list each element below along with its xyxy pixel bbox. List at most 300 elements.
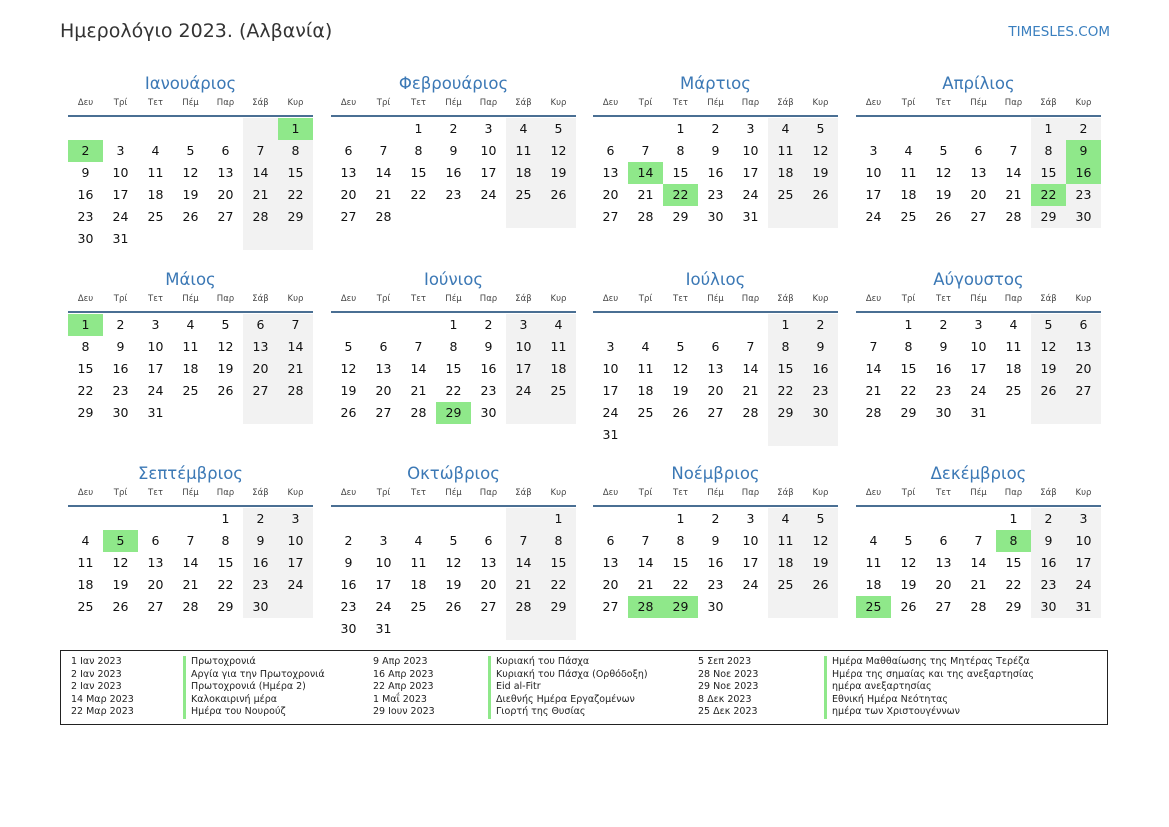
day-cell: 7 <box>1009 143 1018 158</box>
empty-day-cell <box>541 402 576 424</box>
day-cell: 27 <box>1066 380 1101 402</box>
weekday-label: Κυρ <box>287 488 304 498</box>
day-cell: 22 <box>768 380 803 402</box>
day-cell: 5 <box>803 118 838 140</box>
day-cell: 12 <box>541 140 576 162</box>
day-cell: 19 <box>217 361 234 376</box>
day-cell: 4 <box>541 314 576 336</box>
day-cell: 12 <box>935 165 952 180</box>
empty-day-cell <box>471 508 506 530</box>
month-block <box>331 269 576 424</box>
day-cell: 29 <box>278 206 313 228</box>
weekday-label: Τρί <box>113 98 128 108</box>
day-cell: 4 <box>506 118 541 140</box>
day-cell: 25 <box>506 184 541 206</box>
day-cell: 3 <box>606 339 615 354</box>
day-cell: 2 <box>711 121 720 136</box>
empty-day-cell <box>401 618 436 640</box>
day-cell: 7 <box>641 533 650 548</box>
legend-date: 14 Μαρ 2023 <box>71 693 134 705</box>
day-cell: 26 <box>112 599 129 614</box>
day-cell: 11 <box>900 165 917 180</box>
day-cell: 24 <box>112 209 129 224</box>
day-cell: 7 <box>243 140 278 162</box>
weekday-label: Δευ <box>340 98 357 108</box>
day-cell: 15 <box>410 165 427 180</box>
day-cell: 18 <box>410 577 427 592</box>
day-cell: 13 <box>602 555 619 570</box>
day-cell: 27 <box>147 599 164 614</box>
weekday-label: Δευ <box>865 488 882 498</box>
day-cell: 12 <box>182 165 199 180</box>
month-grid <box>68 291 313 424</box>
empty-day-cell <box>506 402 541 424</box>
day-cell: 10 <box>742 143 759 158</box>
month-name: Νοέμβριος <box>671 464 760 483</box>
month-name: Μάιος <box>165 270 216 289</box>
day-cell: 27 <box>707 405 724 420</box>
day-cell: 4 <box>186 317 195 332</box>
day-cell: 6 <box>151 533 160 548</box>
weekday-label: Παρ <box>479 294 498 304</box>
day-cell: 1 <box>676 511 685 526</box>
weekday-label: Παρ <box>741 488 760 498</box>
legend-holiday-name: Διεθνής Ημέρα Εργαζομένων <box>488 694 635 707</box>
day-cell: 18 <box>147 187 164 202</box>
day-cell: 19 <box>340 383 357 398</box>
day-cell: 3 <box>151 317 160 332</box>
day-cell: 1 <box>768 314 803 336</box>
day-cell: 14 <box>243 162 278 184</box>
day-cell: 2 <box>116 317 125 332</box>
day-cell: 9 <box>711 533 720 548</box>
legend-holiday-name: ημέρα των Χριστουγέννων <box>824 706 960 719</box>
day-cell: 9 <box>1031 530 1066 552</box>
empty-day-cell <box>138 508 173 530</box>
weekday-label: Τετ <box>936 98 951 108</box>
empty-day-cell <box>68 508 103 530</box>
month-name: Δεκέμβριος <box>930 464 1027 483</box>
legend-date: 2 Ιαν 2023 <box>71 681 122 693</box>
holiday-day-cell: 1 <box>278 118 313 140</box>
holiday-day-cell: 14 <box>628 162 663 184</box>
day-cell: 28 <box>375 209 392 224</box>
day-cell: 30 <box>707 209 724 224</box>
empty-day-cell <box>208 402 243 424</box>
day-cell: 23 <box>243 574 278 596</box>
day-cell: 8 <box>221 533 230 548</box>
page-title: Ημερολόγιο 2023. (Αλβανία) <box>60 20 333 42</box>
weekday-label: Παρ <box>741 98 760 108</box>
day-cell: 10 <box>112 165 129 180</box>
day-cell: 4 <box>1009 317 1018 332</box>
day-cell: 19 <box>803 162 838 184</box>
day-cell: 26 <box>672 405 689 420</box>
weekday-label: Τρί <box>376 98 391 108</box>
day-cell: 16 <box>480 361 497 376</box>
legend-holiday-name: ημέρα ανεξαρτησίας <box>824 681 932 694</box>
legend-holiday-name: Ημέρα του Νουρούζ <box>183 706 286 719</box>
day-cell: 10 <box>506 336 541 358</box>
day-cell: 24 <box>506 380 541 402</box>
day-cell: 18 <box>182 361 199 376</box>
day-cell: 15 <box>217 555 234 570</box>
legend-date: 25 Δεκ 2023 <box>698 706 758 718</box>
day-cell: 13 <box>340 165 357 180</box>
empty-day-cell <box>331 508 366 530</box>
weekday-label: Τρί <box>113 488 128 498</box>
day-cell: 23 <box>112 383 129 398</box>
weekday-label: Παρ <box>479 98 498 108</box>
day-cell: 13 <box>602 165 619 180</box>
day-cell: 11 <box>410 555 427 570</box>
day-cell: 22 <box>77 383 94 398</box>
day-cell: 31 <box>742 209 759 224</box>
header-rule <box>856 505 1101 507</box>
day-cell: 19 <box>182 187 199 202</box>
day-cell: 28 <box>865 405 882 420</box>
day-cell: 30 <box>1066 206 1101 228</box>
holiday-day-cell: 5 <box>103 530 138 552</box>
day-cell: 14 <box>375 165 392 180</box>
day-cell: 28 <box>1005 209 1022 224</box>
day-cell: 21 <box>375 187 392 202</box>
weekday-label: Κυρ <box>812 488 829 498</box>
empty-day-cell <box>856 118 891 140</box>
month-name: Φεβρουάριος <box>398 74 509 93</box>
day-cell: 11 <box>147 165 164 180</box>
day-cell: 22 <box>410 187 427 202</box>
day-cell: 21 <box>865 383 882 398</box>
weekday-label: Σάβ <box>252 98 269 108</box>
day-cell: 14 <box>506 552 541 574</box>
day-cell: 5 <box>904 533 913 548</box>
day-cell: 22 <box>1005 577 1022 592</box>
day-cell: 21 <box>410 383 427 398</box>
weekday-label: Τρί <box>638 488 653 498</box>
day-cell: 19 <box>112 577 129 592</box>
day-cell: 3 <box>278 508 313 530</box>
weekday-label: Τρί <box>901 98 916 108</box>
day-cell: 9 <box>711 143 720 158</box>
weekday-label: Τετ <box>148 294 163 304</box>
weekday-label: Δευ <box>77 488 94 498</box>
weekday-label: Πέμ <box>970 294 987 304</box>
day-cell: 24 <box>865 209 882 224</box>
weekday-label: Δευ <box>602 488 619 498</box>
weekday-label: Σάβ <box>515 294 532 304</box>
day-cell: 10 <box>970 339 987 354</box>
day-cell: 15 <box>672 165 689 180</box>
day-cell: 23 <box>1031 574 1066 596</box>
day-cell: 23 <box>707 577 724 592</box>
day-cell: 1 <box>1009 511 1018 526</box>
day-cell: 30 <box>707 599 724 614</box>
day-cell: 25 <box>900 209 917 224</box>
day-cell: 8 <box>768 336 803 358</box>
day-cell: 8 <box>541 530 576 552</box>
empty-day-cell <box>961 508 996 530</box>
legend-holiday-name: Eid al-Fitr <box>488 681 541 694</box>
day-cell: 15 <box>445 361 462 376</box>
day-cell: 10 <box>375 555 392 570</box>
weekday-label: Σάβ <box>1040 98 1057 108</box>
legend-date: 22 Μαρ 2023 <box>71 706 134 718</box>
day-cell: 12 <box>900 555 917 570</box>
day-cell: 31 <box>147 405 164 420</box>
day-cell: 1 <box>221 511 230 526</box>
day-cell: 8 <box>278 140 313 162</box>
day-cell: 27 <box>935 599 952 614</box>
day-cell: 23 <box>445 187 462 202</box>
empty-day-cell <box>891 508 926 530</box>
empty-day-cell <box>803 596 838 618</box>
day-cell: 3 <box>746 511 755 526</box>
empty-day-cell <box>768 424 803 446</box>
day-cell: 29 <box>672 209 689 224</box>
day-cell: 9 <box>449 143 458 158</box>
day-cell: 13 <box>243 336 278 358</box>
empty-day-cell <box>506 618 541 640</box>
weekday-label: Τετ <box>411 98 426 108</box>
day-cell: 3 <box>379 533 388 548</box>
header-rule <box>593 311 838 313</box>
day-cell: 5 <box>676 339 685 354</box>
empty-day-cell <box>103 118 138 140</box>
day-cell: 4 <box>869 533 878 548</box>
day-cell: 23 <box>77 209 94 224</box>
holiday-day-cell: 25 <box>856 596 891 618</box>
day-cell: 16 <box>243 552 278 574</box>
day-cell: 4 <box>768 118 803 140</box>
legend-date: 29 Νοε 2023 <box>698 681 759 693</box>
day-cell: 5 <box>1031 314 1066 336</box>
weekday-label: Τετ <box>673 98 688 108</box>
day-cell: 3 <box>1066 508 1101 530</box>
day-cell: 15 <box>278 162 313 184</box>
weekday-label: Τετ <box>936 488 951 498</box>
day-cell: 14 <box>970 555 987 570</box>
day-cell: 24 <box>742 187 759 202</box>
day-cell: 1 <box>904 317 913 332</box>
legend-holiday-name: Καλοκαιρινή μέρα <box>183 694 277 707</box>
day-cell: 2 <box>803 314 838 336</box>
month-block <box>68 269 313 424</box>
day-cell: 20 <box>147 577 164 592</box>
weekday-label: Παρ <box>216 294 235 304</box>
empty-day-cell <box>331 314 366 336</box>
day-cell: 9 <box>116 339 125 354</box>
day-cell: 27 <box>480 599 497 614</box>
day-cell: 17 <box>970 361 987 376</box>
day-cell: 16 <box>935 361 952 376</box>
day-cell: 31 <box>1066 596 1101 618</box>
day-cell: 2 <box>344 533 353 548</box>
legend-date: 1 Ιαν 2023 <box>71 656 122 667</box>
weekday-label: Σάβ <box>515 98 532 108</box>
empty-day-cell <box>506 206 541 228</box>
empty-day-cell <box>628 314 663 336</box>
day-cell: 20 <box>375 383 392 398</box>
empty-day-cell <box>698 424 733 446</box>
legend-holiday-name: Εθνική Ημέρα Νεότητας <box>824 694 948 707</box>
day-cell: 4 <box>768 508 803 530</box>
day-cell: 30 <box>112 405 129 420</box>
day-cell: 22 <box>900 383 917 398</box>
header-rule <box>68 115 313 117</box>
day-cell: 3 <box>869 143 878 158</box>
day-cell: 10 <box>147 339 164 354</box>
day-cell: 14 <box>182 555 199 570</box>
month-grid <box>331 291 576 424</box>
day-cell: 7 <box>974 533 983 548</box>
day-cell: 25 <box>637 405 654 420</box>
header-rule <box>68 311 313 313</box>
day-cell: 22 <box>217 577 234 592</box>
day-cell: 1 <box>676 121 685 136</box>
month-block <box>856 73 1101 228</box>
weekday-label: Δευ <box>865 294 882 304</box>
day-cell: 28 <box>506 596 541 618</box>
empty-day-cell <box>331 118 366 140</box>
weekday-label: Δευ <box>77 98 94 108</box>
day-cell: 21 <box>742 383 759 398</box>
day-cell: 4 <box>414 533 423 548</box>
empty-day-cell <box>68 118 103 140</box>
day-cell: 27 <box>602 599 619 614</box>
weekday-label: Πέμ <box>445 294 462 304</box>
day-cell: 20 <box>970 187 987 202</box>
day-cell: 18 <box>506 162 541 184</box>
day-cell: 12 <box>803 530 838 552</box>
weekday-label: Παρ <box>216 488 235 498</box>
day-cell: 14 <box>865 361 882 376</box>
day-cell: 10 <box>480 143 497 158</box>
month-grid <box>856 485 1101 618</box>
day-cell: 11 <box>768 530 803 552</box>
legend-date: 5 Σεπ 2023 <box>698 656 752 667</box>
day-cell: 29 <box>768 402 803 424</box>
weekday-label: Σάβ <box>1040 488 1057 498</box>
holiday-day-cell: 29 <box>436 402 471 424</box>
empty-day-cell <box>138 118 173 140</box>
legend-date: 2 Ιαν 2023 <box>71 668 122 680</box>
day-cell: 19 <box>445 577 462 592</box>
weekday-label: Δευ <box>340 488 357 498</box>
day-cell: 5 <box>344 339 353 354</box>
day-cell: 5 <box>221 317 230 332</box>
day-cell: 26 <box>803 184 838 206</box>
month-block <box>68 463 313 618</box>
day-cell: 7 <box>278 314 313 336</box>
day-cell: 27 <box>340 209 357 224</box>
day-cell: 27 <box>375 405 392 420</box>
month-block <box>856 269 1101 424</box>
day-cell: 17 <box>147 361 164 376</box>
holiday-day-cell: 28 <box>628 596 663 618</box>
day-cell: 30 <box>340 621 357 636</box>
day-cell: 16 <box>1031 552 1066 574</box>
day-cell: 12 <box>1031 336 1066 358</box>
day-cell: 8 <box>676 533 685 548</box>
day-cell: 23 <box>340 599 357 614</box>
day-cell: 17 <box>375 577 392 592</box>
day-cell: 15 <box>541 552 576 574</box>
day-cell: 26 <box>900 599 917 614</box>
legend-holiday-name: Πρωτοχρονιά (Ημέρα 2) <box>183 681 306 694</box>
day-cell: 27 <box>243 380 278 402</box>
empty-day-cell <box>401 508 436 530</box>
day-cell: 24 <box>1066 574 1101 596</box>
weekday-label: Δευ <box>340 294 357 304</box>
day-cell: 6 <box>974 143 983 158</box>
day-cell: 18 <box>637 383 654 398</box>
day-cell: 13 <box>970 165 987 180</box>
weekday-label: Τετ <box>148 98 163 108</box>
weekday-label: Παρ <box>1004 294 1023 304</box>
weekday-label: Τετ <box>673 488 688 498</box>
day-cell: 8 <box>449 339 458 354</box>
day-cell: 23 <box>935 383 952 398</box>
empty-day-cell <box>506 508 541 530</box>
empty-day-cell <box>243 402 278 424</box>
day-cell: 8 <box>676 143 685 158</box>
day-cell: 20 <box>602 187 619 202</box>
day-cell: 16 <box>803 358 838 380</box>
brand-link[interactable]: TIMESLES.COM <box>1008 24 1110 40</box>
empty-day-cell <box>733 424 768 446</box>
legend-holiday-name: Ημέρα της σημαίας και της ανεξαρτησίας <box>824 669 1034 682</box>
weekday-label: Πέμ <box>182 488 199 498</box>
holiday-legend <box>60 650 1108 725</box>
day-cell: 7 <box>186 533 195 548</box>
day-cell: 1 <box>449 317 458 332</box>
day-cell: 26 <box>182 209 199 224</box>
day-cell: 20 <box>243 358 278 380</box>
weekday-label: Κυρ <box>812 98 829 108</box>
day-cell: 17 <box>278 552 313 574</box>
day-cell: 2 <box>1066 118 1101 140</box>
empty-day-cell <box>768 596 803 618</box>
holiday-day-cell: 22 <box>663 184 698 206</box>
day-cell: 8 <box>904 339 913 354</box>
empty-day-cell <box>628 118 663 140</box>
day-cell: 14 <box>278 336 313 358</box>
day-cell: 11 <box>768 140 803 162</box>
day-cell: 19 <box>803 552 838 574</box>
day-cell: 13 <box>1066 336 1101 358</box>
weekday-label: Πέμ <box>970 98 987 108</box>
day-cell: 30 <box>480 405 497 420</box>
empty-day-cell <box>856 508 891 530</box>
day-cell: 19 <box>541 162 576 184</box>
day-cell: 17 <box>742 555 759 570</box>
day-cell: 3 <box>116 143 125 158</box>
month-grid <box>856 291 1101 424</box>
month-name: Ιούνιος <box>423 270 484 289</box>
holiday-day-cell: 2 <box>68 140 103 162</box>
empty-day-cell <box>278 596 313 618</box>
empty-day-cell <box>436 206 471 228</box>
day-cell: 30 <box>935 405 952 420</box>
month-grid <box>593 291 838 446</box>
day-cell: 4 <box>81 533 90 548</box>
day-cell: 25 <box>541 380 576 402</box>
empty-day-cell <box>996 402 1031 424</box>
legend-holiday-name: Ημέρα Μαθθαίωσης της Μητέρας Τερέζα <box>824 656 1030 669</box>
day-cell: 1 <box>414 121 423 136</box>
day-cell: 16 <box>340 577 357 592</box>
